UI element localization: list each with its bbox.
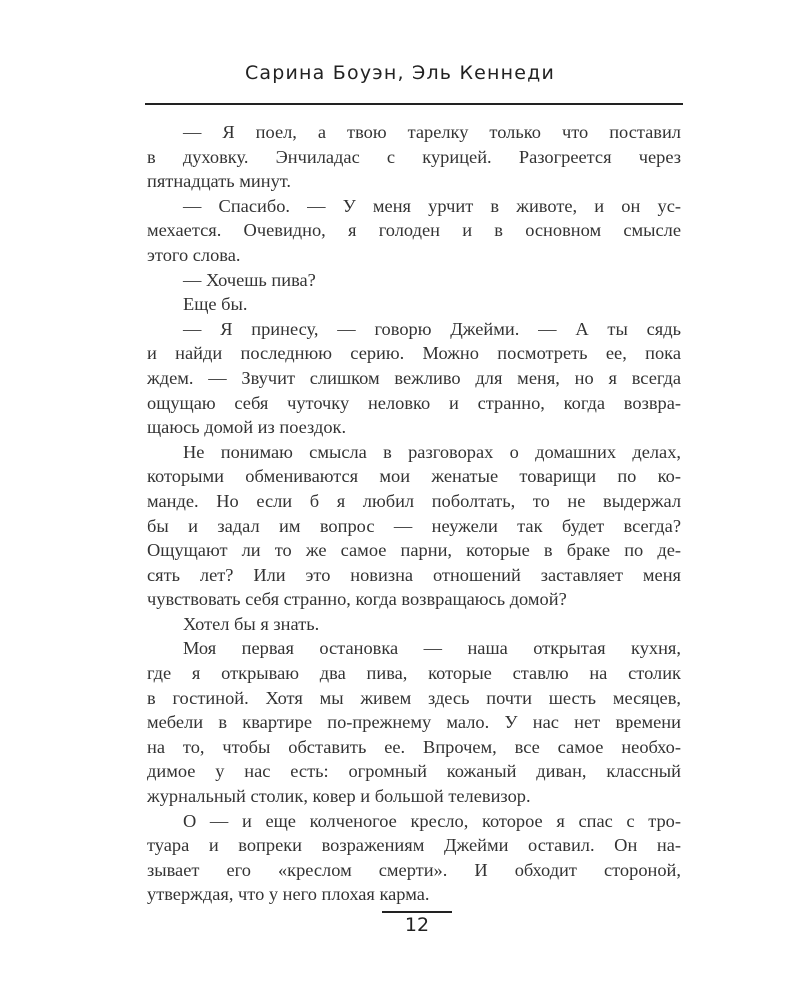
text-line: сять лет? Или это новизна отношений заставляет меня bbox=[147, 564, 681, 585]
text-line: — Спасибо. — У меня урчит в животе, и он ус- bbox=[183, 195, 681, 216]
body-text bbox=[147, 120, 681, 907]
text-line: О — и еще колченогое кресло, которое я спас с тро- bbox=[183, 810, 681, 831]
text-line: Ощущают ли то же самое парни, которые в браке по де- bbox=[147, 540, 681, 561]
text-line: чувствовать себя странно, когда возвращаюсь домой? bbox=[147, 589, 567, 610]
paragraph bbox=[147, 268, 681, 293]
paragraph bbox=[147, 292, 681, 317]
text-line: на то, чтобы обставить ее. Впрочем, все самое необхо- bbox=[147, 736, 681, 757]
header-rule bbox=[145, 103, 683, 105]
text-line: — Я поел, а твою тарелку только что поставил bbox=[183, 122, 681, 142]
text-line: ощущаю себя чуточку неловко и странно, когда возвра- bbox=[147, 392, 681, 413]
paragraph bbox=[147, 612, 681, 637]
text-line: этого слова. bbox=[147, 244, 241, 265]
running-header: Сарина Боуэн, Эль Кеннеди bbox=[244, 62, 556, 84]
page-number: 12 bbox=[404, 914, 430, 936]
text-line: бы и задал им вопрос — неужели так будет всегда? bbox=[147, 515, 681, 536]
text-line: щаюсь домой из поездок. bbox=[147, 417, 347, 438]
text-line: где я открываю два пива, которые ставлю на столик bbox=[147, 663, 681, 684]
text-line: Хотел бы я знать. bbox=[183, 613, 320, 634]
text-line: манде. Но если б я любил поболтать, то не выдержал bbox=[147, 490, 681, 511]
text-line: которыми обмениваются мои женатые товарищи по ко- bbox=[147, 466, 681, 487]
text-line: Еще бы. bbox=[183, 294, 248, 315]
paragraph bbox=[147, 636, 681, 808]
text-line: пятнадцать минут. bbox=[147, 171, 292, 192]
text-line: в гостиной. Хотя мы живем здесь почти шесть месяцев, bbox=[147, 687, 681, 708]
text-line: утверждая, что у него плохая карма. bbox=[147, 884, 430, 905]
paragraph bbox=[147, 809, 681, 907]
paragraph bbox=[147, 440, 681, 612]
text-line: туара и вопреки возражениям Джейми оставил. Он на- bbox=[147, 835, 681, 856]
text-line: в духовку. Энчиладас с курицей. Разогреется через bbox=[147, 146, 681, 167]
text-line: — Хочешь пива? bbox=[183, 269, 316, 290]
paragraph bbox=[147, 194, 681, 268]
paragraph bbox=[147, 317, 681, 440]
text-line: ждем. — Звучит слишком вежливо для меня, но я всегда bbox=[147, 367, 681, 388]
text-line: зывает его «креслом смерти». И обходит стороной, bbox=[147, 859, 681, 880]
text-line: — Я принесу, — говорю Джейми. — А ты сядь bbox=[183, 318, 681, 339]
text-line: мехается. Очевидно, я голоден и в основном смысле bbox=[147, 220, 681, 241]
text-line: и найди последнюю серию. Можно посмотреть ее, пока bbox=[147, 343, 681, 364]
text-line: Не понимаю смысла в разговорах о домашних делах, bbox=[183, 441, 681, 462]
text-line: димое у нас есть: огромный кожаный диван, классный bbox=[147, 761, 681, 782]
text-line: Моя первая остановка — наша открытая кухня, bbox=[183, 638, 681, 659]
text-line: мебели в квартире по-прежнему мало. У нас нет времени bbox=[147, 712, 681, 733]
paragraph bbox=[147, 120, 681, 194]
text-line: журнальный столик, ковер и большой телевизор. bbox=[147, 786, 531, 807]
footer-rule bbox=[382, 911, 452, 913]
